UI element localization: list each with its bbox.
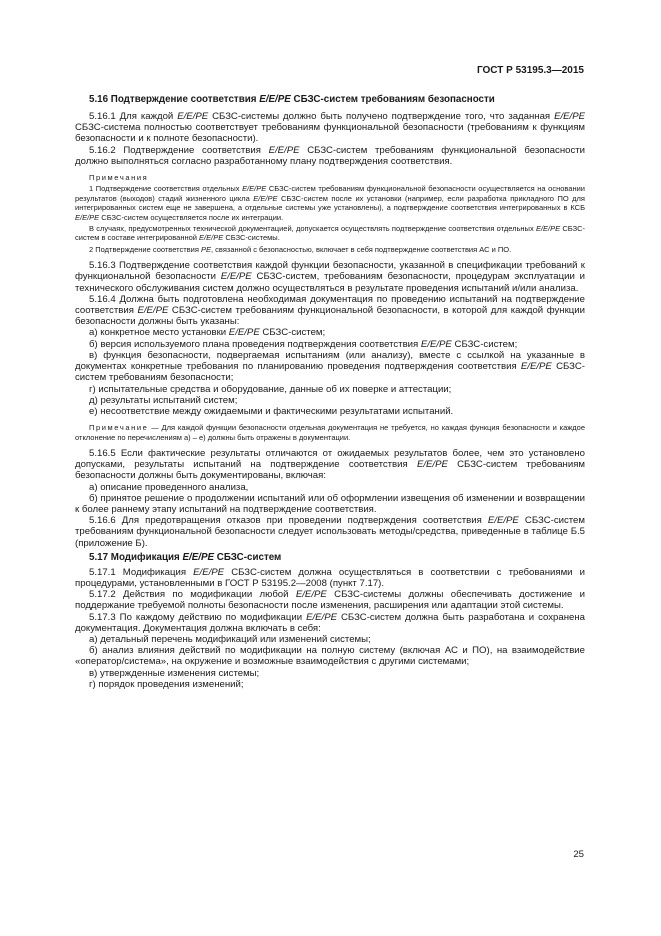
note-3-text: — Для каждой функции безопасности отдельная документация не требуется, но каждая функция безопасности и каждое отклонение по перечислениям а) – е) должны быть отражены в документации. [75,423,585,442]
list-item: г) испытательные средства и оборудование, данные об их поверке и аттестации; [89,383,452,395]
notes-title: Примечания [89,173,149,183]
paragraph-5-17-3: 5.17.3 По каждому действию по модификации E/E/PE СБЗС-систем должна быть разработана и сохранена документация. Документация должна включать в себя: [75,611,585,634]
paragraph-5-16-3: 5.16.3 Подтверждение соответствия каждой функции безопасности, указанной в спецификации требований к функциональной безопасности E/E/PE СБЗС-систем, требованиям безопасности, процедурам эксплуатации и технического обслуживания систем должно осуществляться в результате проведения испытаний и/или анализа. [75,260,585,294]
list-item: б) анализ влияния действий по модификации на полную систему (включая АС и ПО), на взаимодействие «оператор/система», на окружение и возможные взаимодействия с другими системами; [75,645,585,668]
paragraph-5-16-4: 5.16.4 Должна быть подготовлена необходимая документация по проведению испытаний на подтверждение соответствия E/E/PE СБЗС-систем требованиям функциональной безопасности, в которой для каждой функции безопасности должны быть указаны: [75,293,586,328]
document-header: ГОСТ Р 53195.3—2015 [476,65,584,76]
paragraph-5-16-6: 5.16.6 Для предотвращения отказов при проведении подтверждения соответствия E/E/PE СБЗС-систем требованиям функциональной безопасности следует использовать методы/средства, приведенные в таблице Б.5 (приложение Б). [75,515,585,549]
page-content [75,94,585,690]
list-item: а) описание проведенного анализа, [89,481,249,493]
page-number: 25 [573,849,584,860]
list-item: а) конкретное место установки E/E/PE СБЗС-систем; [89,327,326,339]
paragraph-5-17-1: 5.17.1 Модификация E/E/PE СБЗС-систем должна осуществляться в соответствии с требованиями и процедурами, установленными в ГОСТ Р 53195.2—2008 (пункт 7.17). [75,566,585,589]
section-5-16-title: 5.16 Подтверждение соответствия E/E/PE СБЗС-систем требованиям безопасности [89,94,495,105]
note-3-label: Примечание [89,423,149,433]
list-item: б) версия используемого плана проведения подтверждения соответствия E/E/PE СБЗС-систем; [89,338,518,350]
list-item: д) результаты испытаний систем; [89,394,238,406]
list-item: е) несоответствие между ожидаемыми и фактическими результатами испытаний. [89,405,454,417]
paragraph-5-17-2: 5.17.2 Действия по модификации любой E/E/PE СБЗС-системы должны обеспечивать достижение и поддержание требуемой полноты безопасности после изменения, расширения или адаптации этой системы. [75,589,585,612]
list-item: а) детальный перечень модификаций или изменений системы; [89,633,371,645]
paragraph-5-16-5: 5.16.5 Если фактические результаты отличаются от ожидаемых результатов более, чем это установлено допусками, результаты испытаний на подтверждение соответствия E/E/PE СБЗС-систем требованиям безопасности должны быть документированы, включая: [75,447,585,482]
list-item: в) утвержденные изменения системы; [89,667,260,679]
note-1: 1 Подтверждение соответствия отдельных E/E/PE СБЗС-систем требованиям функциональной безопасности осуществляется на основании результатов (выходов) стадий жизненного цикла E/E/PE СБЗС-систем после их установки (например, если разработка прикладного ПО для интегрированных систем еще не завершена, а отдельные системы уже установлены), а подтверждение соответствия интегрированных в КСБ E/E/PE СБЗС-систем осуществляется после их интеграции. [75,184,585,222]
list-item: в) функция безопасности, подвергаемая испытаниям (или анализу), вместе с ссылкой на указанные в документах конкретные требования по планированию проведения подтверждения соответствия E/E/PE СБЗС-систем требованиям безопасности; [75,349,585,384]
note-1-continuation: В случаях, предусмотренных технической документацией, допускается осуществлять подтверждение соответствия отдельных E/E/PE СБЗС-систем в составе интегрированной E/E/PE СБЗС-системы. [75,224,586,243]
list-item: г) порядок проведения изменений; [89,678,244,690]
note-3 [75,423,585,442]
section-5-17-title: 5.17 Модификация E/E/PE СБЗС-систем [89,551,282,563]
paragraph-5-16-1: 5.16.1 Для каждой E/E/PE СБЗС-системы должно быть получено подтверждение того, что заданная E/E/PE СБЗС-система полностью соответствует требованиям функциональной безопасности (требованиям к функциям безопасности и к полноте безопасности). [75,111,585,145]
paragraph-5-16-2: 5.16.2 Подтверждение соответствия E/E/PE СБЗС-систем требованиям функциональной безопасности должно выполняться согласно разработанному плану подтверждения соответствия. [75,144,585,167]
list-item: б) принятое решение о продолжении испытаний или об оформлении извещения об изменении и возвращении к более раннему этапу испытаний на подтверждение соответствия. [75,492,585,515]
note-2: 2 Подтверждение соответствия PE, связанной с безопасностью, включает в себя подтверждение соответствия АС и ПО. [89,244,512,254]
